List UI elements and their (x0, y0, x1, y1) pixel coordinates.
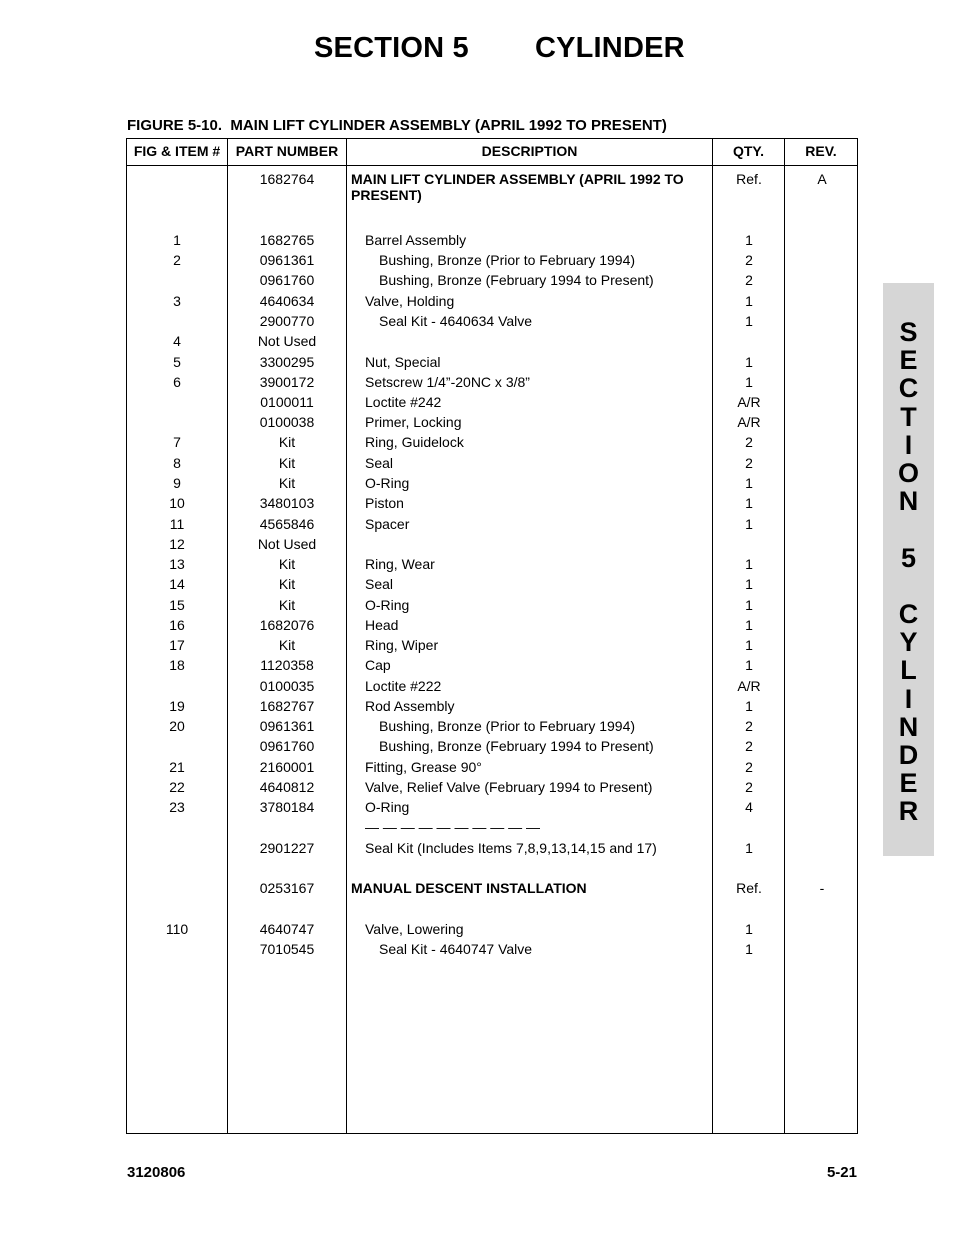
description-line: Seal Kit (Includes Items 7,8,9,13,14,15 and 17) (365, 840, 657, 856)
description-cell (379, 272, 739, 288)
description-line: Bushing, Bronze (Prior to February 1994) (379, 252, 636, 268)
description-line: Setscrew 1/4”-20NC x 3/8” (365, 374, 530, 390)
description-line: Ring, Guidelock (365, 434, 464, 450)
description-line: Fitting, Grease 90° (365, 759, 482, 775)
description-cell (365, 840, 725, 856)
part-number-cell: 7010545 (259, 941, 315, 957)
table-row (127, 678, 857, 698)
description-line: Ring, Wear (365, 556, 435, 572)
description-line: Seal Kit - 4640747 Valve (379, 941, 533, 957)
part-number-cell: Kit (278, 475, 296, 491)
qty-cell: 1 (745, 840, 753, 856)
description-cell (379, 718, 739, 734)
qty-cell: 1 (745, 617, 753, 633)
description-cell (365, 799, 725, 815)
side-tab-letter: N (898, 711, 919, 742)
part-number-cell: Not Used (257, 333, 317, 349)
table-row (127, 313, 857, 333)
qty-cell: 1 (745, 637, 753, 653)
description-cell (365, 678, 725, 694)
description-line: Bushing, Bronze (February 1994 to Present) (379, 738, 654, 754)
qty-cell: 2 (745, 252, 753, 268)
qty-cell: 1 (745, 475, 753, 491)
side-tab-letter: T (900, 401, 917, 432)
table-row (127, 414, 857, 434)
table-row (127, 232, 857, 252)
description-line: Spacer (365, 516, 410, 532)
description-cell (365, 495, 725, 511)
part-number-cell: 0100035 (259, 678, 315, 694)
description-line: Head (365, 617, 399, 633)
description-cell (365, 556, 725, 572)
section-title: SECTION 5 CYLINDER (314, 32, 685, 64)
header-fig-item: FIG & ITEM # (133, 143, 221, 159)
fig-item-cell: 7 (173, 434, 181, 450)
table-row (127, 597, 857, 617)
description-line: Ring, Wiper (365, 637, 439, 653)
fig-item-cell: 10 (169, 495, 185, 511)
part-number-cell: 4640634 (259, 293, 315, 309)
table-row (127, 718, 857, 738)
description-line: Valve, Relief Valve (February 1994 to Present) (365, 779, 653, 795)
description-line: Nut, Special (365, 354, 441, 370)
fig-item-cell: 19 (169, 698, 185, 714)
side-tab-letter: N (898, 486, 919, 517)
table-row (127, 819, 857, 839)
description-line: O-Ring (365, 597, 410, 613)
description-line: Piston (365, 495, 404, 511)
table-row (127, 759, 857, 779)
table-row (127, 617, 857, 637)
description-cell (365, 394, 725, 410)
description-cell (365, 232, 725, 248)
part-number-cell: 0961760 (259, 272, 315, 288)
part-number-cell: 0253167 (259, 880, 315, 896)
table-row (127, 293, 857, 313)
part-number-cell: 4640812 (259, 779, 315, 795)
description-line: Valve, Holding (365, 293, 455, 309)
fig-item-cell: 23 (169, 799, 185, 815)
table-row (127, 941, 857, 961)
description-line: PRESENT) (351, 187, 422, 203)
part-number-cell: 0961361 (259, 252, 315, 268)
description-cell (365, 921, 725, 937)
description-line: Cap (365, 657, 391, 673)
description-cell (365, 698, 725, 714)
part-number-cell: 4640747 (259, 921, 315, 937)
table-row (127, 779, 857, 799)
table-header (127, 139, 857, 166)
qty-cell: 1 (745, 556, 753, 572)
fig-item-cell: 9 (173, 475, 181, 491)
description-cell (365, 434, 725, 450)
side-tab-letter: D (898, 740, 919, 770)
part-number-cell: Kit (278, 455, 296, 471)
fig-item-cell: 20 (169, 718, 185, 734)
description-line: Bushing, Bronze (February 1994 to Present) (379, 272, 654, 288)
description-cell (365, 657, 725, 673)
part-number-cell: 3780184 (259, 799, 315, 815)
description-line: Loctite #242 (365, 394, 442, 410)
part-number-cell: Not Used (257, 536, 317, 552)
qty-cell: 1 (745, 576, 753, 592)
side-tab-letter: I (904, 683, 913, 714)
table-row (127, 556, 857, 576)
table-row (127, 880, 857, 900)
part-number-cell: Kit (278, 556, 296, 572)
part-number-cell: Kit (278, 637, 296, 653)
description-cell (379, 313, 739, 329)
document-number: 3120806 (127, 1164, 186, 1181)
table-row (127, 495, 857, 515)
fig-item-cell: 16 (169, 617, 185, 633)
description-cell (365, 354, 725, 370)
qty-cell: 1 (745, 232, 753, 248)
description-line: Barrel Assembly (365, 232, 467, 248)
table-row (127, 252, 857, 272)
description-cell (365, 475, 725, 491)
fig-item-cell: 15 (169, 597, 185, 613)
description-cell (365, 374, 725, 390)
qty-cell: Ref. (736, 880, 762, 896)
qty-cell: 2 (745, 779, 753, 795)
side-tab-letter: E (899, 768, 918, 799)
description-cell (365, 779, 725, 795)
side-tab-letter: 5 (900, 542, 917, 573)
table-row (127, 272, 857, 292)
header-part-number: PART NUMBER (235, 143, 339, 159)
qty-cell: 2 (745, 455, 753, 471)
fig-item-cell: 3 (173, 293, 181, 309)
qty-cell: 4 (745, 799, 753, 815)
side-tab-letter: C (898, 373, 919, 404)
part-number-cell: Kit (278, 597, 296, 613)
part-number-cell: 1682076 (259, 617, 315, 633)
fig-item-cell: 6 (173, 374, 181, 390)
description-cell (365, 637, 725, 653)
table-row (127, 374, 857, 394)
description-line: Primer, Locking (365, 414, 462, 430)
fig-item-cell: 12 (169, 536, 185, 552)
description-cell (351, 880, 711, 896)
table-row (127, 840, 857, 860)
table-row (127, 434, 857, 454)
table-row (127, 698, 857, 718)
part-number-cell: 0961361 (259, 718, 315, 734)
part-number-cell: 2160001 (259, 759, 315, 775)
section-side-tab (883, 283, 934, 856)
part-number-cell: 1682767 (259, 698, 315, 714)
qty-cell: 2 (745, 759, 753, 775)
fig-item-cell: 4 (173, 333, 181, 349)
fig-item-cell: 1 (173, 232, 181, 248)
qty-cell: 2 (745, 272, 753, 288)
qty-cell: 2 (745, 738, 753, 754)
fig-item-cell: 22 (169, 779, 185, 795)
table-row (127, 657, 857, 677)
side-tab-letter: L (900, 655, 917, 686)
description-cell (365, 516, 725, 532)
description-line: O-Ring (365, 799, 410, 815)
part-number-cell: 3480103 (259, 495, 315, 511)
qty-cell: 1 (745, 516, 753, 532)
qty-cell: Ref. (736, 171, 762, 187)
part-number-cell: 0100038 (259, 414, 315, 430)
table-row (127, 333, 857, 353)
table-row (127, 171, 857, 203)
part-number-cell: Kit (278, 576, 296, 592)
fig-item-cell: 8 (173, 455, 181, 471)
rev-cell: A (817, 171, 827, 187)
qty-cell: A/R (737, 678, 761, 694)
description-cell (365, 576, 725, 592)
side-tab-letter: S (899, 317, 918, 347)
fig-item-cell: 5 (173, 354, 181, 370)
part-number-cell: 2900770 (259, 313, 315, 329)
qty-cell: 1 (745, 313, 753, 329)
qty-cell: 1 (745, 293, 753, 309)
table-row (127, 455, 857, 475)
description-cell (379, 941, 739, 957)
part-number-cell: 2901227 (259, 840, 315, 856)
qty-cell: 2 (745, 718, 753, 734)
table-row (127, 637, 857, 657)
table-row (127, 799, 857, 819)
qty-cell: 1 (745, 374, 753, 390)
qty-cell: A/R (737, 394, 761, 410)
part-number-cell: 1682765 (259, 232, 315, 248)
part-number-cell: 1682764 (259, 171, 315, 187)
description-line: Seal Kit - 4640634 Valve (379, 313, 533, 329)
qty-cell: 1 (745, 921, 753, 937)
side-tab-letter: E (899, 345, 918, 376)
side-tab-letter: I (904, 429, 913, 460)
description-cell (351, 171, 711, 203)
description-line: MANUAL DESCENT INSTALLATION (351, 880, 587, 896)
part-number-cell: 4565846 (259, 516, 315, 532)
description-line: Bushing, Bronze (Prior to February 1994) (379, 718, 636, 734)
qty-cell: 1 (745, 941, 753, 957)
table-row (127, 738, 857, 758)
fig-item-cell: 13 (169, 556, 185, 572)
description-cell (365, 414, 725, 430)
fig-item-cell: 18 (169, 657, 185, 673)
fig-item-cell: 21 (169, 759, 185, 775)
fig-item-cell: 14 (169, 576, 185, 592)
description-cell (365, 759, 725, 775)
description-cell (365, 455, 725, 471)
description-cell (379, 738, 739, 754)
table-row (127, 576, 857, 596)
qty-cell: 1 (745, 597, 753, 613)
part-number-cell: 0100011 (260, 394, 314, 410)
parts-table (126, 138, 858, 1134)
side-tab-letter: C (898, 599, 919, 629)
description-cell (365, 819, 725, 835)
description-line: Seal (365, 455, 394, 471)
header-qty: QTY. (732, 143, 765, 159)
description-line: Seal (365, 576, 394, 592)
table-row (127, 394, 857, 414)
side-tab-letter: R (898, 796, 919, 827)
qty-cell: 1 (745, 495, 753, 511)
description-line: Valve, Lowering (365, 921, 464, 937)
fig-item-cell: 2 (173, 252, 181, 268)
fig-item-cell: 11 (169, 516, 185, 532)
table-row (127, 536, 857, 556)
description-line: Rod Assembly (365, 698, 455, 714)
table-row (127, 516, 857, 536)
qty-cell: A/R (737, 414, 761, 430)
side-tab-letter: Y (899, 627, 918, 658)
part-number-cell: 0961760 (259, 738, 315, 754)
description-line: — — — — — — — — — — (365, 819, 541, 835)
qty-cell: 2 (745, 434, 753, 450)
part-number-cell: Kit (278, 434, 296, 450)
figure-title: FIGURE 5-10. MAIN LIFT CYLINDER ASSEMBLY (APRIL 1992 TO PRESENT) (127, 117, 667, 134)
description-line: Loctite #222 (365, 678, 442, 694)
description-cell (365, 597, 725, 613)
page-number: 5-21 (826, 1164, 857, 1181)
part-number-cell: 1120358 (260, 657, 314, 673)
qty-cell: 1 (745, 698, 753, 714)
description-line: MAIN LIFT CYLINDER ASSEMBLY (APRIL 1992 TO (351, 171, 684, 187)
header-rev: REV. (805, 143, 837, 159)
description-cell (365, 617, 725, 633)
table-row (127, 921, 857, 941)
qty-cell: 1 (745, 657, 753, 673)
header-description: DESCRIPTION (481, 143, 578, 159)
fig-item-cell: 17 (169, 637, 185, 653)
table-row (127, 354, 857, 374)
qty-cell: 1 (745, 354, 753, 370)
description-cell (365, 293, 725, 309)
description-line: O-Ring (365, 475, 410, 491)
description-cell (379, 252, 739, 268)
side-tab-letter: O (897, 458, 919, 488)
part-number-cell: 3300295 (259, 354, 315, 370)
part-number-cell: 3900172 (259, 374, 315, 390)
fig-item-cell: 110 (165, 921, 189, 937)
table-row (127, 475, 857, 495)
rev-cell: - (819, 880, 825, 896)
